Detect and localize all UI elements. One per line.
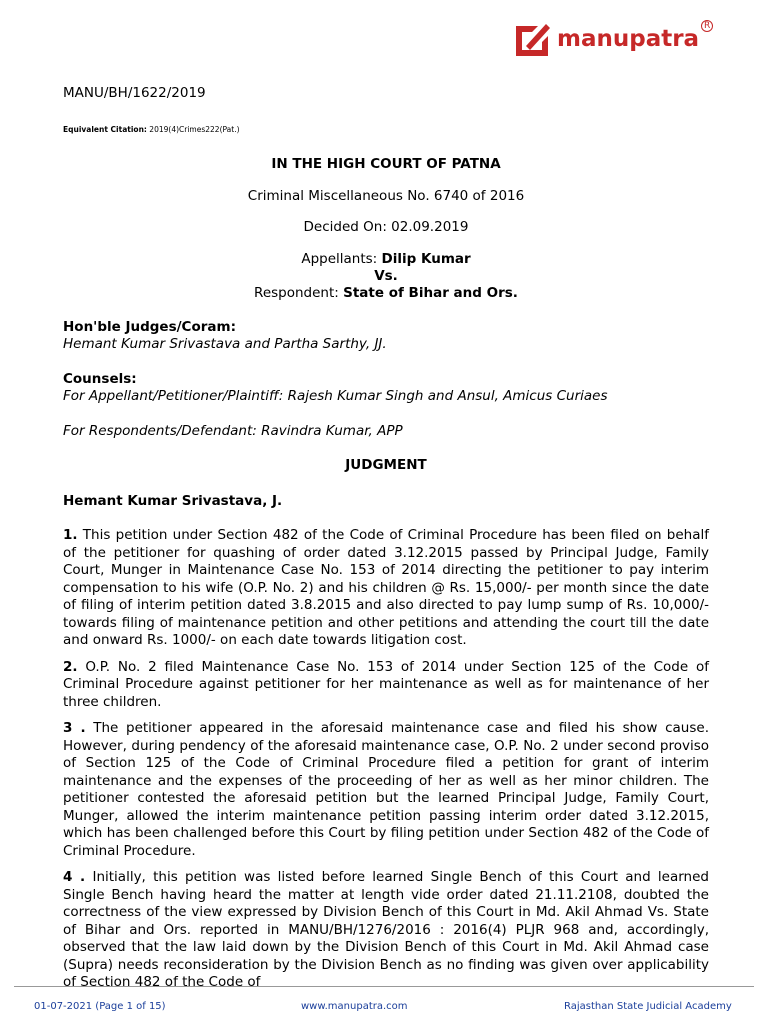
paragraph-2 bbox=[63, 659, 709, 712]
judges-names: Hemant Kumar Srivastava and Partha Sarthy, JJ. bbox=[63, 336, 387, 352]
respondent-label: Respondent: bbox=[254, 284, 344, 301]
registered-mark: R bbox=[701, 20, 713, 32]
paragraph-number: 2. bbox=[63, 658, 78, 675]
respondent-name: State of Bihar and Ors. bbox=[343, 284, 518, 301]
case-number: Criminal Miscellaneous No. 6740 of 2016 bbox=[247, 187, 525, 204]
counsels-heading: Counsels: bbox=[63, 370, 137, 387]
judges-heading: Hon'ble Judges/Coram: bbox=[63, 318, 236, 335]
paragraph-text: The petitioner appeared in the aforesaid maintenance case and filed his show cause. However, during pendency of the aforesaid maintenance case, O.P. No. 2 under second proviso of Section 125 of the Code of Criminal Procedure filed a petition for grant of interim maintenance and the expenses of the proceeding of her as well as her minor children. The petitioner contested the aforesaid petition but the learned Principal Judge, Family Court, Munger, allowed the interim maintenance petition passing interim order dated 3.12.2015, which has been challenged before this Court by filing petition under Section 482 of the Code of Criminal Procedure. bbox=[63, 720, 709, 859]
counsels-section bbox=[63, 371, 709, 406]
paragraph-text: Initially, this petition was listed before learned Single Bench of this Court and learned Single Bench having heard the matter at length vide order dated 21.11.2108, doubted the correctness of the view expressed by Division Bench of this Court in Md. Akil Ahmad Vs. State of Bihar and Ors. reported in MANU/BH/1276/2016 : 2016(4) PLJR 968 and, accordingly, observed that the law laid down by the Division Bench of this Court in Md. Akil Ahmad case (Supra) needs reconsideration by the Division Bench as no finding was given over applicability of Section 482 of the Code of bbox=[63, 869, 709, 990]
document-body bbox=[63, 85, 709, 1001]
appellants-label: Appellants: bbox=[301, 250, 382, 267]
judgment-heading: JUDGMENT bbox=[345, 457, 427, 473]
paragraph-number: 1. bbox=[63, 527, 78, 543]
paragraph-text: O.P. No. 2 filed Maintenance Case No. 153 of 2014 under Section 125 of the Code of Criminal Procedure against petitioner for her maintenance as well as for maintenance of her three children. bbox=[63, 658, 709, 710]
paragraph-number: 3 . bbox=[63, 720, 86, 736]
court-name: IN THE HIGH COURT OF PATNA bbox=[271, 156, 501, 172]
respondent-line bbox=[63, 285, 709, 302]
footer-website-link[interactable]: www.manupatra.com bbox=[301, 1001, 408, 1012]
manupatra-logo bbox=[512, 21, 711, 56]
equivalent-citation bbox=[63, 121, 709, 139]
versus: Vs. bbox=[374, 267, 398, 284]
counsel-respondent: For Respondents/Defendant: Ravindra Kumar, APP bbox=[63, 422, 403, 439]
footer-licensee: Rajasthan State Judicial Academy bbox=[564, 1001, 732, 1012]
judges-section bbox=[63, 319, 709, 354]
paragraph-text: This petition under Section 482 of the Code of Criminal Procedure has been filed on behalf of the petitioner for quashing of order dated 3.12.2015 passed by Principal Judge, Family Court, Munger in Maintenance Case No. 153 of 2014 directing the petitioner to pay interim compensation to his wife (O.P. No. 2) and his children @ Rs. 15,000/- per month since the date of filing of interim petition dated 3.8.2015 and also directed to pay lump sump of Rs. 10,000/- towards filing of maintenance petition and other petitions and attending the court till the date and onward Rs. 1000/- on each date towards litigation cost. bbox=[63, 527, 709, 648]
judgment-author: Hemant Kumar Srivastava, J. bbox=[63, 492, 283, 509]
counsel-appellant: For Appellant/Petitioner/Plaintiff: Rajesh Kumar Singh and Ansul, Amicus Curiaes bbox=[63, 388, 608, 404]
manupatra-logo-icon bbox=[512, 22, 552, 56]
paragraph-number: 4 . bbox=[63, 869, 86, 885]
paragraph-3 bbox=[63, 720, 709, 860]
decided-date: Decided On: 02.09.2019 bbox=[303, 219, 469, 235]
appellants-name: Dilip Kumar bbox=[381, 250, 471, 267]
paragraph-4 bbox=[63, 869, 709, 992]
parties bbox=[63, 251, 709, 302]
equivalent-citation-label: Equivalent Citation: bbox=[63, 124, 147, 134]
equivalent-citation-value: 2019(4)Crimes222(Pat.) bbox=[146, 124, 240, 134]
appellants-line bbox=[63, 251, 709, 268]
logo-text: manupatra bbox=[557, 26, 700, 52]
footer-divider bbox=[14, 986, 754, 987]
paragraph-1 bbox=[63, 527, 709, 650]
footer-page-info: 01-07-2021 (Page 1 of 15) bbox=[34, 1001, 166, 1012]
manu-citation: MANU/BH/1622/2019 bbox=[63, 85, 206, 101]
